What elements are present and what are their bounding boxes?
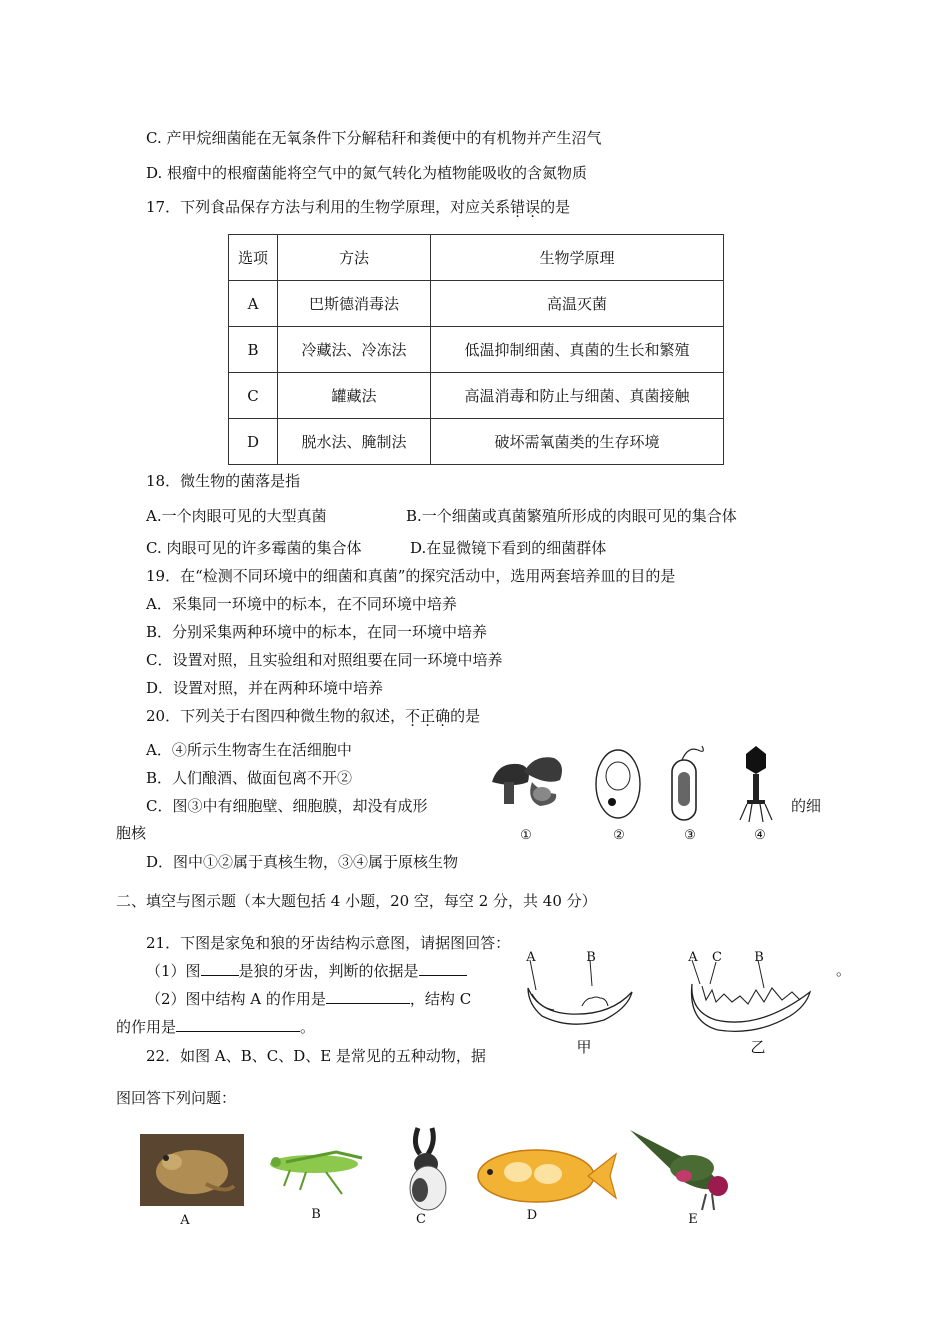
table-cell: A	[229, 281, 278, 327]
q19-option-a: A．采集同一环境中的标本，在不同环境中培养	[146, 595, 457, 613]
animal-label: D	[526, 1208, 538, 1223]
q20-stem-end: 的是	[450, 707, 481, 725]
q20-option-c-wrap: 胞核	[116, 824, 147, 842]
q18-option-d: D.在显微镜下看到的细菌群体	[410, 539, 607, 557]
emphasis-char: 正	[420, 707, 436, 725]
q21-2-text: 。	[300, 1018, 316, 1036]
teeth-label: B	[754, 950, 764, 965]
micro-label: ④	[754, 828, 766, 843]
fish-icon	[478, 1150, 616, 1202]
teeth-label: C	[712, 950, 722, 965]
q19-option-d: D．设置对照，并在两种环境中培养	[146, 679, 384, 697]
q21-part-1	[146, 960, 467, 981]
micro-label: ③	[684, 828, 696, 843]
bacteriophage-icon	[740, 746, 772, 822]
table-cell: 脱水法、腌制法	[278, 419, 431, 465]
emphasis-char: 误	[525, 198, 541, 216]
q21-part-2-cont	[116, 1016, 315, 1037]
q20-option-a: A．④所示生物寄生在活细胞中	[146, 741, 352, 759]
q20-stem: 20．下列关于右图四种微生物的叙述，	[146, 707, 406, 725]
table-cell: 低温抑制细菌、真菌的生长和繁殖	[431, 327, 724, 373]
q21-2-text: ，结构 C	[409, 990, 472, 1008]
q18-option-a: A.一个肉眼可见的大型真菌	[146, 507, 327, 525]
q17-stem: 17．下列食品保存方法与利用的生物学原理，对应关系	[146, 198, 511, 216]
emphasis-char: 错	[510, 198, 526, 216]
q16-option-d: D. 根瘤中的根瘤菌能将空气中的氮气转化为植物能吸收的含氮物质	[146, 164, 588, 182]
q21-2-text: （2）图中结构 A 的作用是	[146, 990, 326, 1008]
teeth-label: A	[526, 950, 536, 965]
teeth-label: A	[688, 950, 698, 965]
table-row	[229, 327, 724, 373]
q20-option-c: C．图③中有细胞壁、细胞膜，却没有成形	[146, 797, 428, 815]
animal-label: C	[416, 1212, 426, 1227]
answer-blank[interactable]	[176, 1016, 300, 1032]
q19-option-b: B．分别采集两种环境中的标本，在同一环境中培养	[146, 623, 488, 641]
table-cell: 破坏需氧菌类的生存环境	[431, 419, 724, 465]
diagram-label-yi: 乙	[750, 1038, 766, 1056]
table-cell: 罐藏法	[278, 373, 431, 419]
section-2-heading: 二、填空与图示题（本大题包括 4 小题，20 空，每空 2 分，共 40 分）	[116, 892, 597, 910]
animal-label: E	[688, 1212, 698, 1227]
table-cell: 冷藏法、冷冻法	[278, 327, 431, 373]
table-row	[229, 373, 724, 419]
rabbit-teeth-diagram	[528, 960, 632, 1024]
wolf-teeth-diagram	[692, 960, 810, 1031]
table-header-row	[229, 235, 724, 281]
animals-figure	[136, 1124, 756, 1224]
yeast-cell-icon	[596, 750, 640, 818]
preservation-table	[228, 234, 724, 465]
microorganisms-figure	[484, 742, 784, 842]
grasshopper-icon	[270, 1152, 362, 1194]
question-21: 21．下图是家兔和狼的牙齿结构示意图，请据图回答：	[146, 934, 511, 952]
bird-icon	[630, 1130, 728, 1210]
answer-blank[interactable]	[326, 988, 410, 1004]
q18-option-c: C. 肉眼可见的许多霉菌的集合体	[146, 539, 362, 557]
table-cell: 巴斯德消毒法	[278, 281, 431, 327]
q21-1-text: 是狼的牙齿，判断的依据是	[238, 962, 419, 980]
emphasis-char: 不	[405, 707, 421, 725]
q20-option-c-cont: 的细	[791, 797, 822, 815]
table-header: 方法	[278, 235, 431, 281]
q20-option-b: B．人们酿酒、做面包离不开②	[146, 769, 353, 787]
table-header: 选项	[229, 235, 278, 281]
animal-label: A	[180, 1213, 190, 1228]
emphasis-char: 确	[435, 707, 451, 725]
table-cell: D	[229, 419, 278, 465]
teeth-label: B	[586, 950, 596, 965]
question-19: 19．在“检测不同环境中的细菌和真菌”的探究活动中，选用两套培养皿的目的是	[146, 567, 676, 585]
table-row	[229, 281, 724, 327]
question-18: 18．微生物的菌落是指	[146, 472, 301, 490]
table-cell: 高温灭菌	[431, 281, 724, 327]
answer-blank[interactable]	[201, 960, 239, 976]
answer-blank[interactable]	[419, 960, 467, 976]
q21-2-text: 的作用是	[116, 1018, 177, 1036]
q16-option-c: C. 产甲烷细菌能在无氧条件下分解秸秆和粪便中的有机物并产生沼气	[146, 129, 602, 147]
q19-option-c: C．设置对照，且实验组和对照组要在同一环境中培养	[146, 651, 503, 669]
micro-label: ②	[613, 828, 625, 843]
question-22-cont: 图回答下列问题：	[116, 1089, 237, 1107]
question-22: 22．如图 A、B、C、D、E 是常见的五种动物，据	[146, 1047, 486, 1065]
table-cell: 高温消毒和防止与细菌、真菌接触	[431, 373, 724, 419]
table-header: 生物学原理	[431, 235, 724, 281]
q17-stem-end: 的是	[540, 198, 571, 216]
micro-label: ①	[520, 828, 532, 843]
bacterium-icon	[672, 746, 703, 820]
mushroom-icon	[492, 757, 562, 806]
q20-option-d: D．图中①②属于真核生物，③④属于原核生物	[146, 853, 459, 871]
teeth-figure	[520, 950, 820, 1060]
table-cell: C	[229, 373, 278, 419]
q18-option-b: B.一个细菌或真菌繁殖所形成的肉眼可见的集合体	[406, 507, 737, 525]
table-cell: B	[229, 327, 278, 373]
animal-label: B	[311, 1207, 321, 1222]
diagram-label-jia: 甲	[576, 1038, 592, 1056]
q21-part-1-end: 。	[836, 961, 852, 979]
q21-1-text: （1）图	[146, 962, 201, 980]
q21-part-2	[146, 988, 471, 1009]
question-17	[146, 197, 570, 217]
table-row	[229, 419, 724, 465]
rabbit-icon	[410, 1128, 446, 1210]
question-20	[146, 706, 480, 726]
frog-icon	[140, 1134, 244, 1206]
